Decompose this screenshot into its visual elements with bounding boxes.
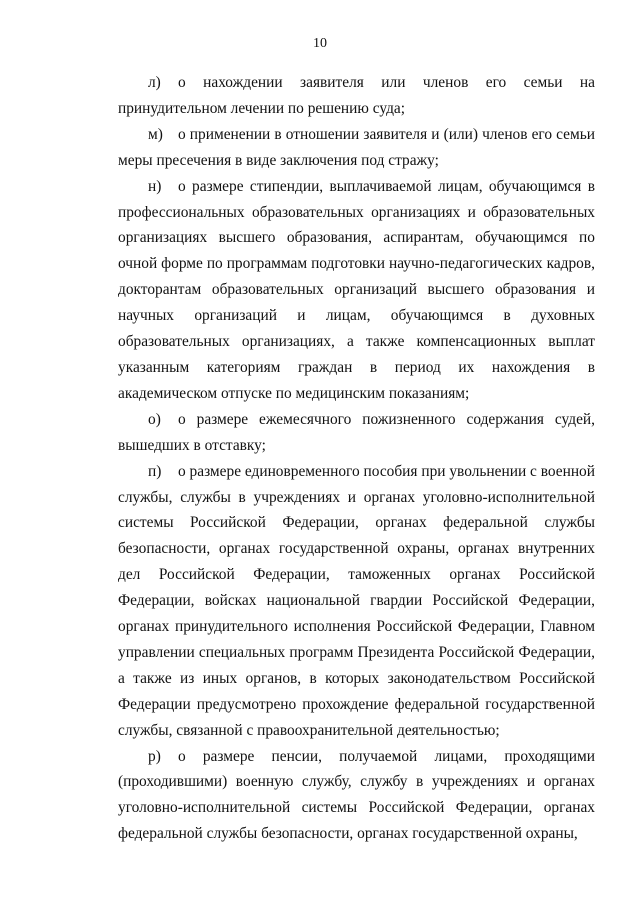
- item-text: о размере стипендии, выплачиваемой лицам, обучающимся в профессиональных образовательных организациях и образовательных организациях высшего образования, аспирантам, обучающимся по очной форме по программам подготовки научно-педагогических кадров, докторантам образовательных организаций высшего образования и научных организаций и лицам, обучающимся в духовных образовательных организациях, а также компенсационных выплат указанным категориям граждан в период их нахождения в академическом отпуске по медицинским показаниям;: [118, 177, 595, 402]
- list-item-o: [118, 407, 595, 459]
- item-marker: м): [148, 125, 163, 143]
- document-body: [118, 70, 595, 873]
- item-marker: о): [148, 410, 161, 428]
- list-item-l: [118, 70, 595, 122]
- item-text: о размере пенсии, получаемой лицами, проходящими (проходившими) военную службу, службу в учреждениях и органах уголовно-исполнительной системы Российской Федерации, органах федеральной службы безопасности, органах государственной охраны,: [118, 747, 595, 843]
- item-marker: п): [148, 462, 162, 480]
- list-item-r: [118, 744, 595, 873]
- list-item-p: [118, 459, 595, 744]
- item-text: о размере единовременного пособия при увольнении с военной службы, службы в учреждениях и органах уголовно-исполнительной системы Российской Федерации, органах федеральной службы безопасности, органах государственной охраны, органах внутренних дел Российской Федерации, таможенных органах Российской Федерации, войсках национальной гвардии Российской Федерации, органах принудительного исполнения Российской Федерации, Главном управлении специальных программ Президента Российской Федерации, а также из иных органов, в которых законодательством Российской Федерации предусмотрено прохождение федеральной государственной службы, связанной с правоохранительной деятельностью;: [118, 462, 595, 739]
- item-text: о размере ежемесячного пожизненного содержания судей, вышедших в отставку;: [118, 410, 595, 454]
- item-text: о применении в отношении заявителя и (или) членов его семьи меры пресечения в виде заключения под стражу;: [118, 125, 595, 169]
- page-number: 10: [313, 36, 327, 51]
- item-marker: л): [148, 74, 161, 91]
- item-marker: н): [148, 177, 162, 195]
- item-marker: р): [148, 747, 161, 765]
- list-item-m: [118, 122, 595, 174]
- list-item-n: [118, 174, 595, 407]
- item-text: о нахождении заявителя или членов его семьи на принудительном лечении по решению суда;: [118, 74, 595, 117]
